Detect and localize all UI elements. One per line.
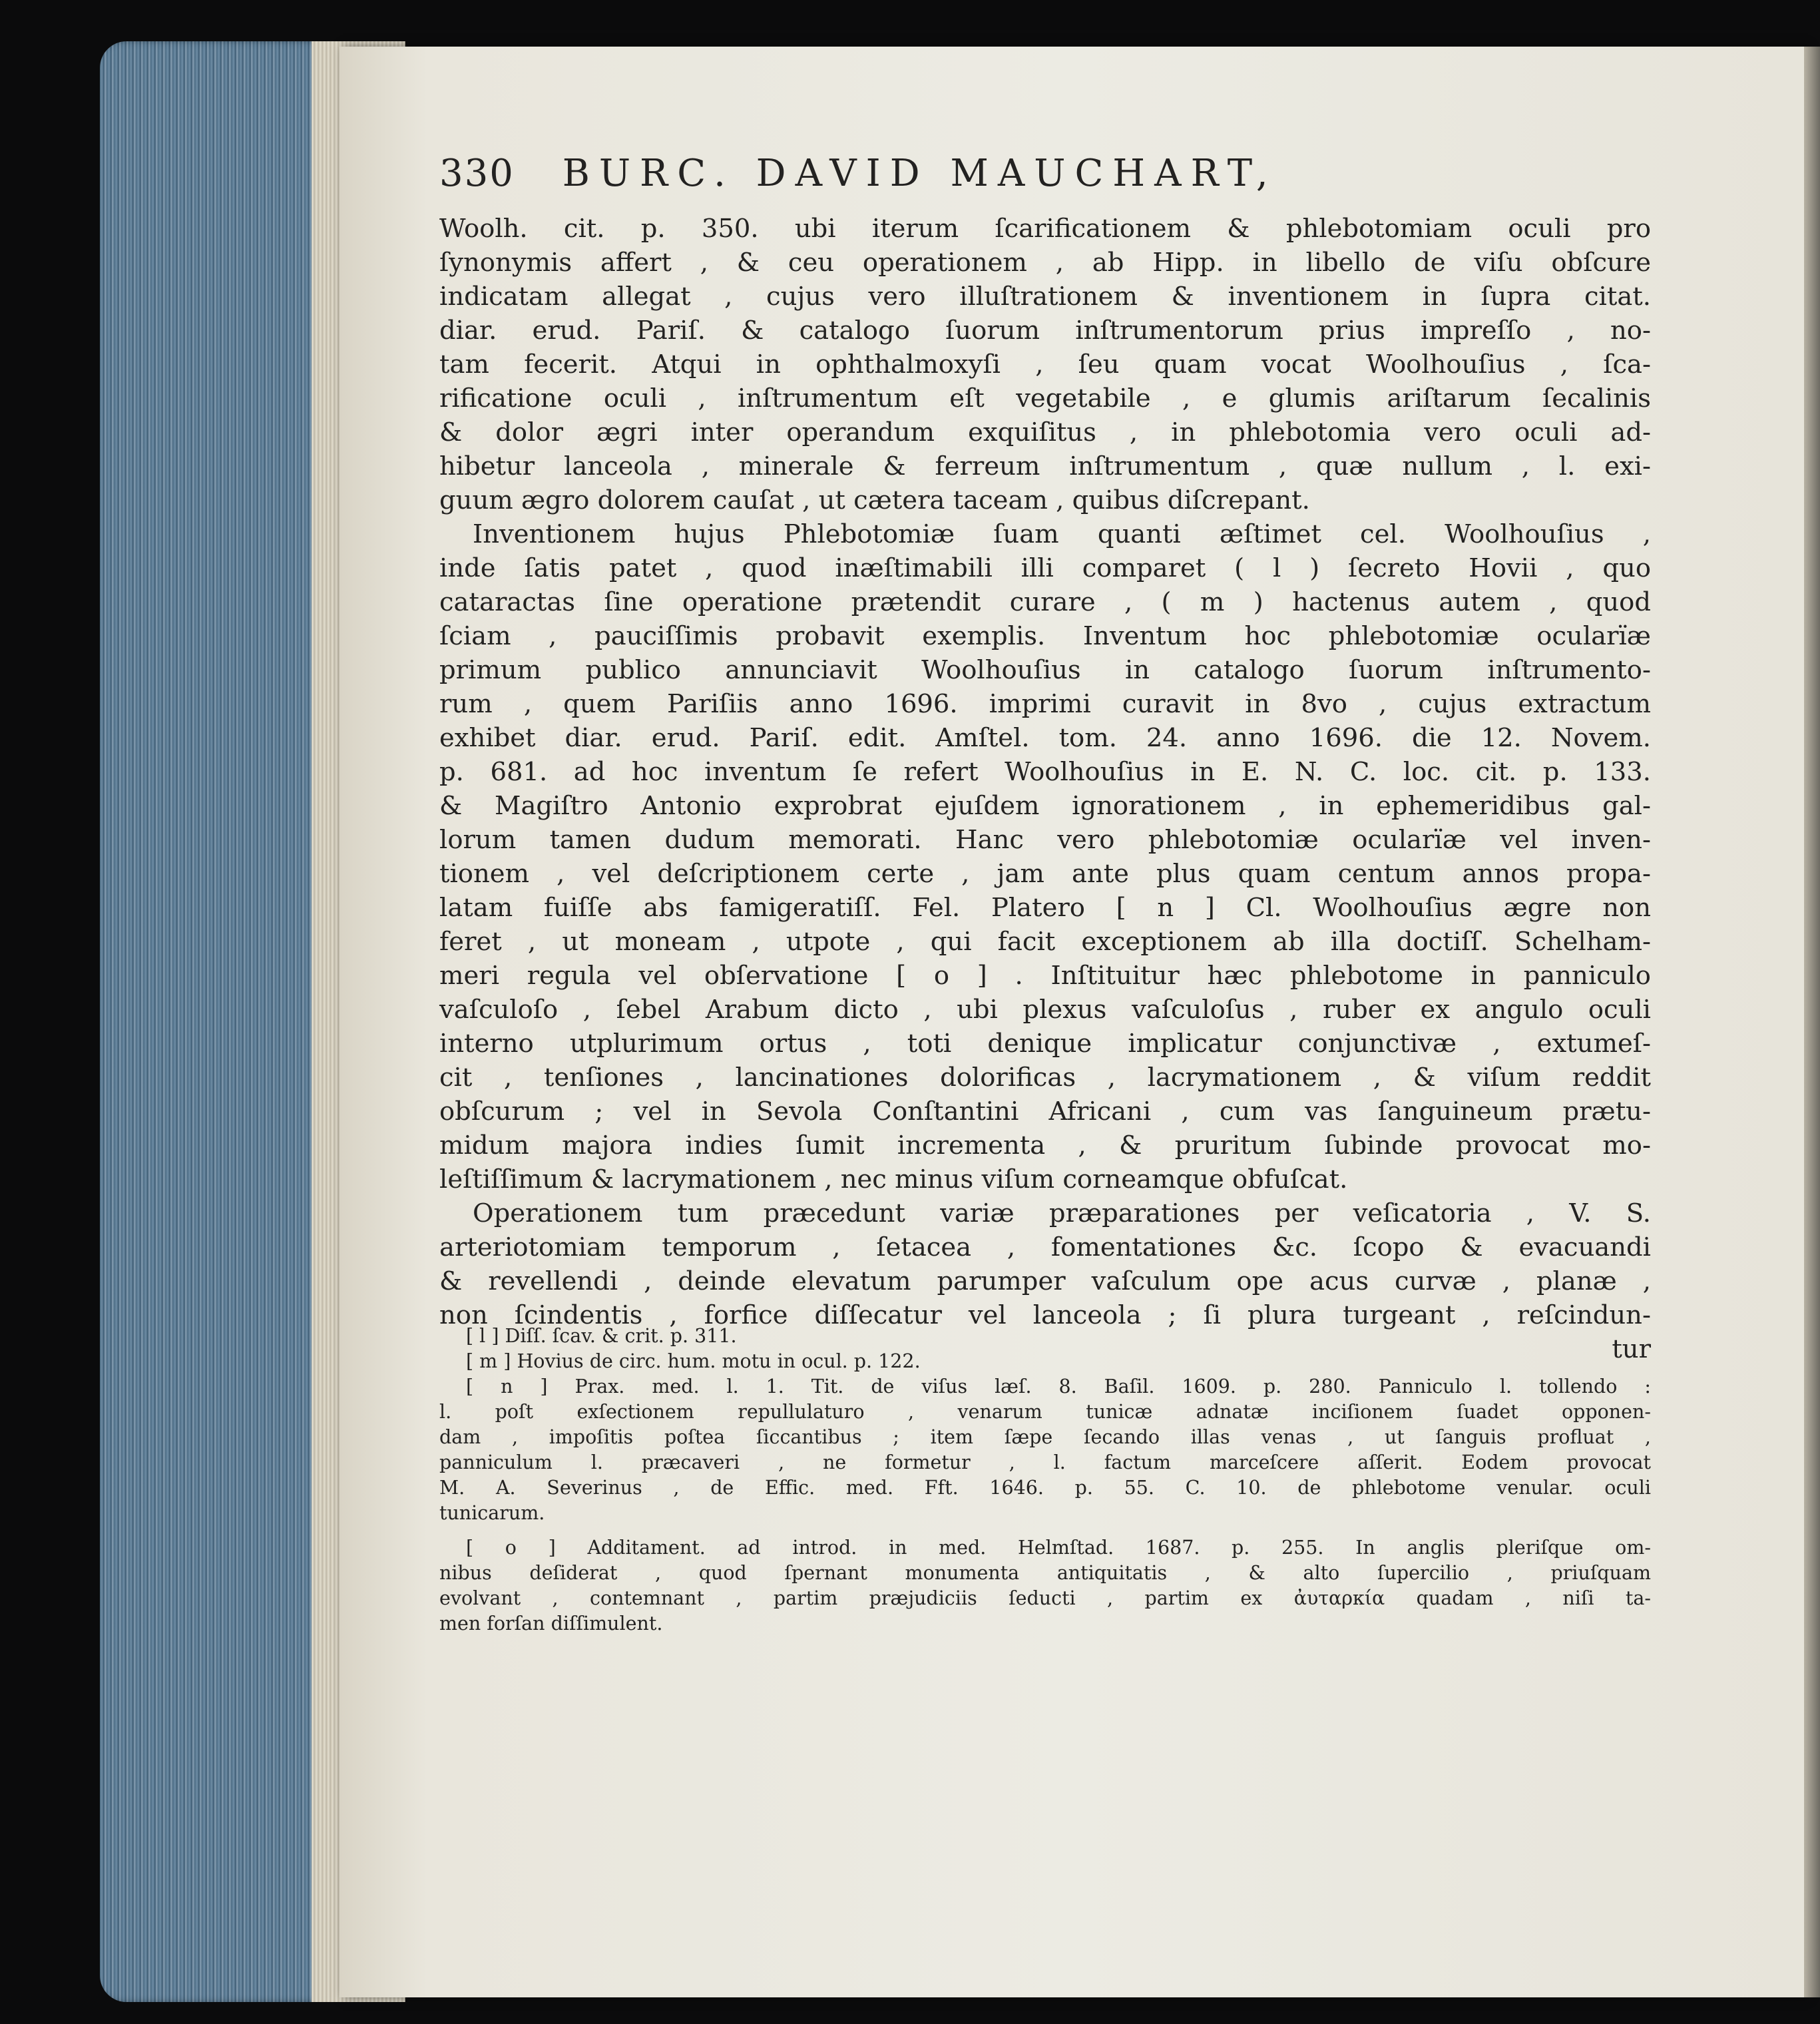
body-line: leſtiſſimum & lacrymationem , nec minus viſum corneamque obfuſcat. bbox=[439, 1164, 1348, 1194]
body-line: feret , ut moneam , utpote , qui facit exceptionem ab illa doctiſſ. Schelham- bbox=[439, 927, 1651, 957]
footnotes bbox=[439, 1324, 1651, 1637]
footnote-n: [ n ] Prax. med. l. 1. Tit. de viſus læſ. 8. Baſil. 1609. p. 280. Panniculo l. tollendo : bbox=[466, 1376, 1651, 1397]
body-line: guum ægro dolorem cauſat , ut cætera taceam , quibus diſcrepant. bbox=[439, 485, 1310, 515]
footnote-line: evolvant , contemnant , partim præjudiciis ſeducti , partim ex ἀυταρκία quadam , niſi ta- bbox=[439, 1587, 1651, 1609]
footnote-o: [ o ] Additament. ad introd. in med. Helmſtad. 1687. p. 255. In anglis pleriſque om- bbox=[466, 1537, 1651, 1559]
footnote-line: M. A. Severinus , de Effic. med. Fft. 1646. p. 55. C. 10. de phlebotome venular. oculi bbox=[439, 1477, 1651, 1499]
body-line: Inventionem hujus Phlebotomiæ ſuam quanti æſtimet cel. Woolhouſius , bbox=[473, 519, 1651, 549]
body-line: & revellendi , deinde elevatum parumper vaſculum ope acus curvæ , planæ , bbox=[439, 1266, 1651, 1296]
body-line: Woolh. cit. p. 350. ubi iterum ſcarificationem & phlebotomiam oculi pro bbox=[439, 214, 1651, 244]
body-line: diar. erud. Pariſ. & catalogo ſuorum inſtrumentorum prius impreſſo , no- bbox=[439, 316, 1651, 346]
body-line: rificatione oculi , inſtrumentum eſt vegetabile , e glumis ariſtarum ſecalinis bbox=[439, 383, 1651, 413]
page-number: 330 bbox=[439, 152, 515, 195]
book-edge-left bbox=[100, 41, 340, 2002]
footnote-line: tunicarum. bbox=[439, 1502, 545, 1524]
body-line: tam fecerit. Atqui in ophthalmoxyſi , ſeu quam vocat Woolhouſius , ſca- bbox=[439, 350, 1651, 380]
body-line: hibetur lanceola , minerale & ferreum inſtrumentum , quæ nullum , l. exi- bbox=[439, 451, 1651, 481]
footnote-line: nibus deſiderat , quod ſpernant monumenta antiquitatis , & alto ſupercilio , priuſquam bbox=[439, 1562, 1651, 1584]
body-line: arteriotomiam temporum , ſetacea , fomentationes &c. ſcopo & evacuandi bbox=[439, 1232, 1651, 1262]
body-line: inde ſatis patet , quod inæſtimabili illi comparet ( l ) ſecreto Hovii , quo bbox=[439, 553, 1651, 583]
body-line: vaſculoſo , ſebel Arabum dicto , ubi plexus vaſculoſus , ruber ex angulo oculi bbox=[439, 995, 1651, 1025]
body-line: p. 681. ad hoc inventum ſe refert Woolhouſius in E. N. C. loc. cit. p. 133. bbox=[439, 757, 1651, 787]
footnote-l: [ l ] Diſſ. ſcav. & crit. p. 311. bbox=[466, 1325, 737, 1347]
body-line: indicatam allegat , cujus vero illuſtrationem & inventionem in ſupra citat. bbox=[439, 282, 1651, 312]
body-line: latam fuiſſe abs famigeratiſſ. Fel. Platero [ n ] Cl. Woolhouſius ægre non bbox=[439, 893, 1651, 923]
body-line: & Magiſtro Antonio exprobrat ejuſdem ignorationem , in ephemeridibus gal- bbox=[439, 791, 1651, 821]
footnote-line: dam , impoſitis poſtea ſiccantibus ; item ſæpe ſecando illas venas , ut ſanguis profluat , bbox=[439, 1426, 1651, 1448]
body-line: Operationem tum præcedunt variæ præparationes per veſicatoria , V. S. bbox=[473, 1198, 1651, 1228]
body-line: & dolor ægri inter operandum exquiſitus , in phlebotomia vero oculi ad- bbox=[439, 417, 1651, 447]
footnote-line: l. poſt exſectionem repullulaturo , venarum tunicæ adnatæ inciſionem ſuadet opponen- bbox=[439, 1401, 1651, 1423]
running-title: BURC. DAVID MAUCHART, bbox=[562, 152, 1277, 195]
catchword: tur bbox=[1612, 1334, 1651, 1364]
body-line: tionem , vel deſcriptionem certe , jam ante plus quam centum annos propa- bbox=[439, 859, 1651, 889]
body-text bbox=[439, 212, 1651, 1366]
body-line: non ſcindentis , forfice diſſecatur vel lanceola ; ſi plura turgeant , reſcindun- bbox=[439, 1300, 1651, 1330]
body-line: obſcurum ; vel in Sevola Conſtantini Africani , cum vas ſanguineum prætu- bbox=[439, 1097, 1651, 1127]
body-line: exhibet diar. erud. Pariſ. edit. Amſtel. tom. 24. anno 1696. die 12. Novem. bbox=[439, 723, 1651, 753]
body-line: midum majora indies ſumit incrementa , & pruritum ſubinde provocat mo- bbox=[439, 1131, 1651, 1160]
body-line: meri regula vel obſervatione [ o ] . Inſtituitur hæc phlebotome in panniculo bbox=[439, 961, 1651, 991]
body-line: interno utplurimum ortus , toti denique implicatur conjunctivæ , extumeſ- bbox=[439, 1029, 1651, 1059]
body-line: ſynonymis affert , & ceu operationem , ab Hipp. in libello de viſu obſcure bbox=[439, 248, 1651, 278]
body-line: cataractas ſine operatione prætendit curare , ( m ) hactenus autem , quod bbox=[439, 587, 1651, 617]
body-line: rum , quem Pariſiis anno 1696. imprimi curavit in 8vo , cujus extractum bbox=[439, 689, 1651, 719]
body-line: ſciam , pauciſſimis probavit exemplis. Inventum hoc phlebotomiæ ocularïæ bbox=[439, 621, 1651, 651]
running-head bbox=[439, 152, 1651, 212]
footnote-line: men forſan diſſimulent. bbox=[439, 1613, 663, 1635]
book-edge-right bbox=[1804, 47, 1820, 1997]
body-line: lorum tamen dudum memorati. Hanc vero phlebotomiæ ocularïæ vel inven- bbox=[439, 825, 1651, 855]
body-line: primum publico annunciavit Woolhouſius in catalogo ſuorum inſtrumento- bbox=[439, 655, 1651, 685]
footnote-m: [ m ] Hovius de circ. hum. motu in ocul. p. 122. bbox=[466, 1350, 921, 1372]
footnote-line: panniculum l. præcaveri , ne formetur , l. factum marceſcere aſſerit. Eodem provocat bbox=[439, 1451, 1651, 1473]
body-line: cit , tenſiones , lancinationes dolorificas , lacrymationem , & viſum reddit bbox=[439, 1063, 1651, 1093]
